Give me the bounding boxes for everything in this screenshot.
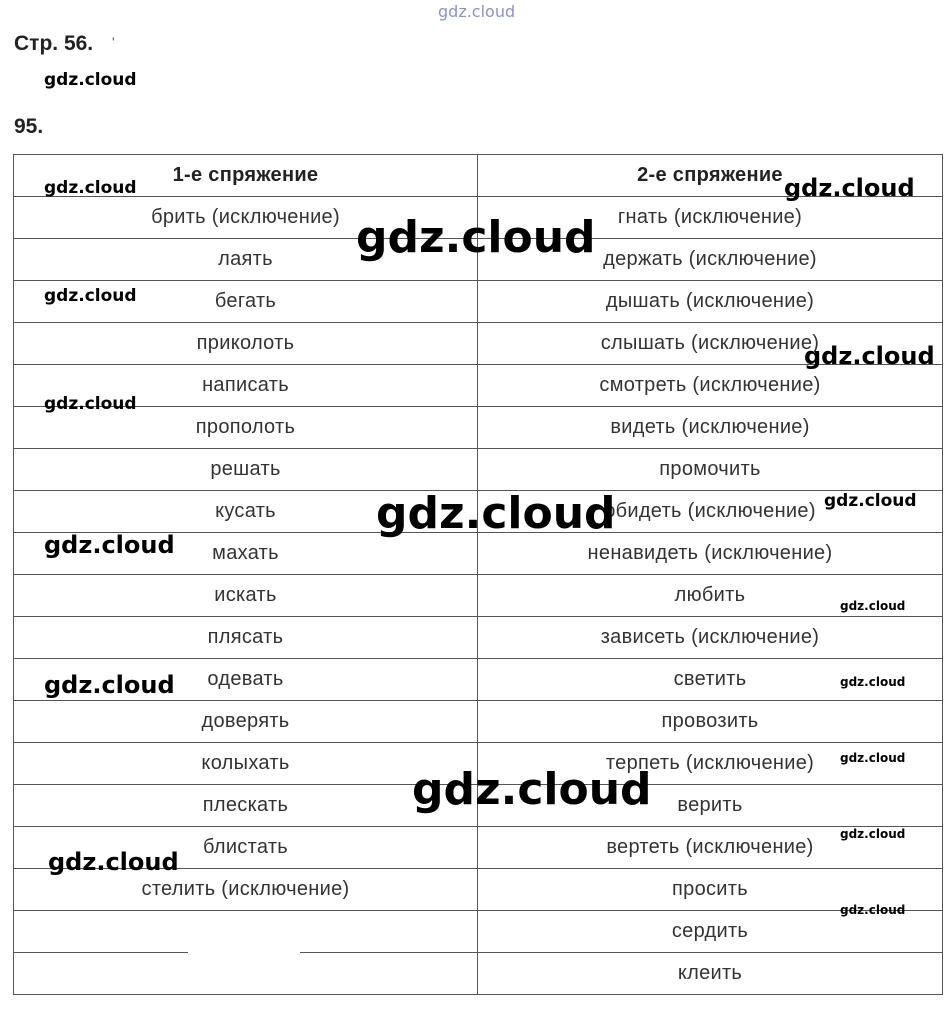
cell-first-conjugation: колыхать	[14, 743, 478, 785]
cell-first-conjugation	[14, 911, 478, 953]
cell-first-conjugation: махать	[14, 533, 478, 575]
watermark: gdz.cloud	[824, 491, 917, 511]
cell-second-conjugation: держать (исключение)	[478, 239, 943, 281]
cell-second-conjugation: дышать (исключение)	[478, 281, 943, 323]
table-row	[14, 785, 943, 827]
cell-second-conjugation: терпеть (исключение)	[478, 743, 943, 785]
watermark: gdz.cloud	[48, 848, 179, 876]
header-second-conjugation: 2-е спряжение	[478, 155, 943, 197]
watermark: gdz.cloud	[44, 531, 175, 559]
cell-first-conjugation	[14, 953, 478, 995]
exercise-number: 95.	[14, 115, 44, 138]
cell-second-conjugation: слышать (исключение)	[478, 323, 943, 365]
page-tick-mark: '	[112, 34, 115, 50]
cell-first-conjugation: доверять	[14, 701, 478, 743]
watermark: gdz.cloud	[412, 764, 652, 815]
watermark: gdz.cloud	[44, 671, 175, 699]
cell-first-conjugation: стелить (исключение)	[14, 869, 478, 911]
table-row	[14, 659, 943, 701]
table-row	[14, 239, 943, 281]
table-row	[14, 365, 943, 407]
cell-first-conjugation: прополоть	[14, 407, 478, 449]
cell-first-conjugation: написать	[14, 365, 478, 407]
table-row	[14, 449, 943, 491]
cell-first-conjugation: одевать	[14, 659, 478, 701]
cell-first-conjugation: плясать	[14, 617, 478, 659]
cell-first-conjugation: плескать	[14, 785, 478, 827]
table-row	[14, 533, 943, 575]
top-watermark: gdz.cloud	[438, 2, 516, 21]
cell-second-conjugation: смотреть (исключение)	[478, 365, 943, 407]
table-row	[14, 575, 943, 617]
watermark: gdz.cloud	[840, 751, 906, 765]
table-body	[14, 197, 943, 995]
table-row	[14, 701, 943, 743]
cell-second-conjugation: промочить	[478, 449, 943, 491]
watermark: gdz.cloud	[44, 286, 137, 306]
cell-first-conjugation: приколоть	[14, 323, 478, 365]
watermark: gdz.cloud	[804, 342, 935, 370]
table-row	[14, 953, 943, 995]
watermark: gdz.cloud	[44, 70, 137, 90]
conjugation-table	[13, 154, 943, 995]
table-row	[14, 911, 943, 953]
cell-first-conjugation: кусать	[14, 491, 478, 533]
table-row	[14, 491, 943, 533]
watermark: gdz.cloud	[840, 599, 906, 613]
table-row	[14, 869, 943, 911]
table-row	[14, 323, 943, 365]
watermark: gdz.cloud	[840, 903, 906, 917]
table-row	[14, 407, 943, 449]
cell-second-conjugation: вертеть (исключение)	[478, 827, 943, 869]
table-row	[14, 827, 943, 869]
watermark: gdz.cloud	[44, 178, 137, 198]
table-row	[14, 281, 943, 323]
table-row	[14, 743, 943, 785]
cell-first-conjugation: лаять	[14, 239, 478, 281]
cell-first-conjugation: искать	[14, 575, 478, 617]
page-reference: Стр. 56.	[14, 32, 94, 55]
cell-first-conjugation: решать	[14, 449, 478, 491]
cell-first-conjugation: брить (исключение)	[14, 197, 478, 239]
cell-second-conjugation: гнать (исключение)	[478, 197, 943, 239]
watermark: gdz.cloud	[356, 212, 596, 263]
watermark: gdz.cloud	[840, 675, 906, 689]
watermark: gdz.cloud	[784, 174, 915, 202]
cell-second-conjugation: видеть (исключение)	[478, 407, 943, 449]
cell-first-conjugation: блистать	[14, 827, 478, 869]
cell-second-conjugation: верить	[478, 785, 943, 827]
cell-second-conjugation: любить	[478, 575, 943, 617]
cell-second-conjugation: провозить	[478, 701, 943, 743]
table-row	[14, 617, 943, 659]
cell-second-conjugation: клеить	[478, 953, 943, 995]
cell-second-conjugation: ненавидеть (исключение)	[478, 533, 943, 575]
watermark: gdz.cloud	[44, 394, 137, 414]
cell-second-conjugation: сердить	[478, 911, 943, 953]
cell-second-conjugation: зависеть (исключение)	[478, 617, 943, 659]
watermark: gdz.cloud	[840, 827, 906, 841]
watermark: gdz.cloud	[376, 488, 616, 539]
cell-second-conjugation: обидеть (исключение)	[478, 491, 943, 533]
table-row	[14, 197, 943, 239]
cell-second-conjugation: светить	[478, 659, 943, 701]
cell-first-conjugation: бегать	[14, 281, 478, 323]
scan-mask	[188, 950, 300, 958]
cell-second-conjugation: просить	[478, 869, 943, 911]
header-first-conjugation: 1-е спряжение	[14, 155, 478, 197]
table-header-row	[14, 155, 943, 197]
